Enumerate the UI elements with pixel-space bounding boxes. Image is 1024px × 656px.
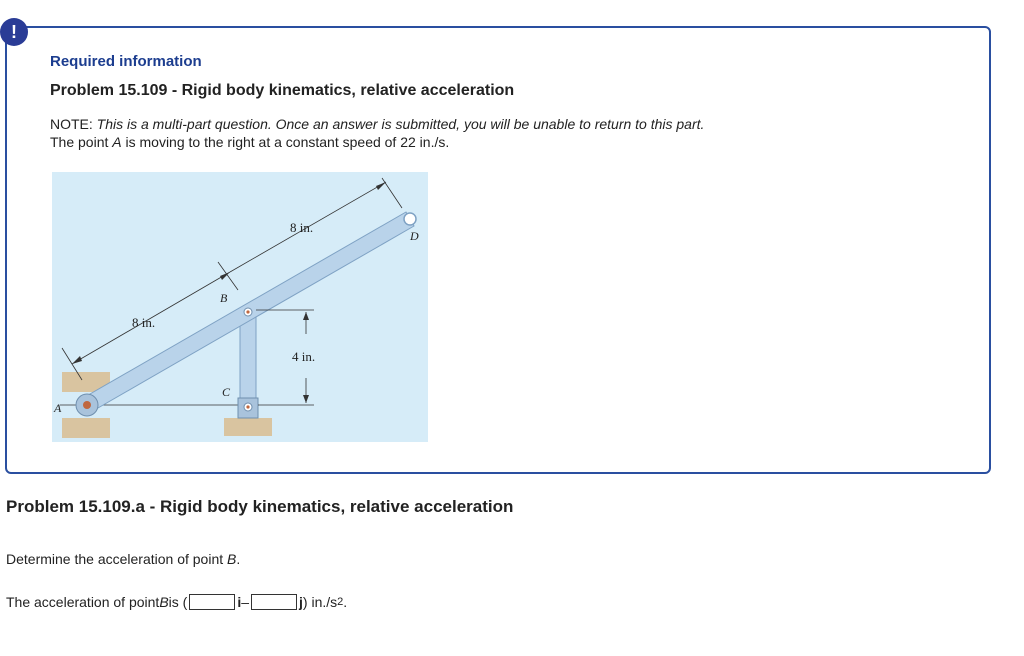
answer-prefix: The acceleration of point — [6, 594, 160, 610]
speed-prefix: The point — [50, 134, 113, 150]
acceleration-j-input[interactable] — [251, 594, 297, 610]
pin-c-dot — [246, 405, 249, 408]
acceleration-i-input[interactable] — [189, 594, 235, 610]
dim-ab-label: 8 in. — [132, 315, 156, 330]
label-c: C — [222, 385, 231, 399]
pin-b-dot — [246, 310, 249, 313]
j-unit-vector: j — [299, 594, 303, 610]
label-b: B — [220, 291, 228, 305]
question-point: B — [227, 551, 237, 567]
pin-d — [404, 213, 416, 225]
dim-bd-label: 8 in. — [290, 220, 314, 235]
i-unit-vector: i — [237, 594, 242, 610]
speed-suffix: is moving to the right at a constant speed of 22 in./s. — [121, 134, 450, 150]
speed-statement — [50, 134, 449, 150]
exclamation-icon: ! — [0, 18, 28, 46]
problem-title: Problem 15.109 - Rigid body kinematics, relative acceleration — [50, 82, 515, 99]
unit-exponent: 2 — [337, 596, 344, 608]
part-title: Problem 15.109.a - Rigid body kinematics, relative acceleration — [6, 497, 514, 516]
answer-period: . — [343, 594, 348, 610]
dim-height-label: 4 in. — [292, 349, 316, 364]
speed-point: A — [112, 134, 122, 150]
question-suffix: . — [236, 551, 241, 567]
pin-a-inner — [83, 401, 91, 409]
answer-point: B — [159, 594, 169, 610]
note-body: This is a multi-part question. Once an answer is submitted, you will be unable to return to this part. — [96, 116, 705, 132]
question-text — [6, 551, 240, 567]
question-prefix: Determine the acceleration of point — [6, 551, 228, 567]
note-text — [50, 116, 704, 132]
ground-a-bottom — [62, 418, 110, 438]
required-info-heading: Required information — [50, 53, 202, 70]
minus-sign: – — [241, 594, 250, 610]
answer-row — [6, 594, 347, 610]
note-prefix: NOTE: — [50, 116, 97, 132]
mechanism-figure — [52, 172, 428, 442]
ground-c — [224, 418, 272, 436]
answer-units: ) in./s — [302, 594, 338, 610]
label-a: A — [54, 401, 62, 415]
label-d: D — [410, 229, 419, 243]
answer-is: is ( — [168, 594, 188, 610]
